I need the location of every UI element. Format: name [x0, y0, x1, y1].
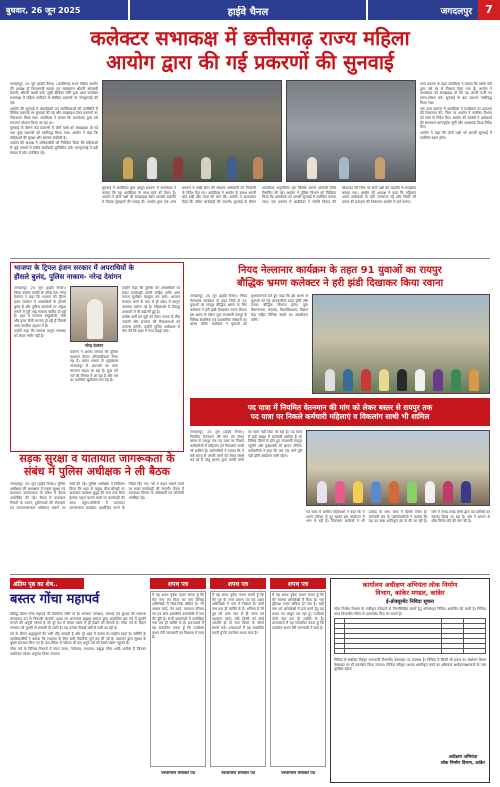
- tender-office-line1: कार्यालय अधीक्षण अभियंता लोक निर्माण: [362, 581, 458, 589]
- continued-label: अंतिम पृष्ठ का शेष..: [10, 578, 84, 589]
- affidavit-1: मैं यह शपथ पूर्वक कथन करता हूँ कि मेरा नाम एवं पिता का नाम विभिन्न अभिलेखों में भिन्न-भिन्न अंकित है। मेरे आधार कार्ड, पेन कार्ड, मतदाता परिचय पत्र एवं अन्य शासकीय दस्तावेजों में नाम की त्रुटि है। सभी दस्तावेजों में उल्लेखित नाम एक ही व्यक्ति के हैं। शपथकर्ता मैं यह सत्यापित करता हूँ कि उपरोक्त कथन मेरी जानकारी एवं विश्वास में सत्य है।: [150, 591, 206, 767]
- tender-intro: लोक निर्माण विभाग के पंजीकृत ठेकेदारों से निम्नलिखित कार्यों हेतु ऑनलाइन निविदा आमंत्रित की जाती है। निविदा प्रपत्र विभागीय पोर्टल से डाउनलोड किए जा सकते हैं।: [334, 607, 486, 616]
- story4-headline: [10, 452, 184, 478]
- lead-headline-line2: आयोग द्वारा की गई प्रकरणों की सुनवाई: [106, 50, 394, 74]
- page-header: [0, 0, 500, 20]
- story3-headline: [190, 264, 490, 290]
- affidavit-1-title: शपथ पत्र: [150, 578, 206, 589]
- lead-headline: [10, 26, 490, 74]
- story5-body-left: जगदलपुर, 25 जून (हाईवे चैनल)। नियमित वेतनमान की मांग को लेकर बस्तर से रायपुर तक पद यात्रा पर निकले कर्मचारियों में महिलाएं एवं विकलांग साथी भी शामिल हैं। कर्मचारियों ने बताया कि वे लंबे समय से अपनी मांगों को लेकर संघर्ष कर रहे हैं परंतु शासन द्वारा उनकी मांगों पर ध्यान नहीं दिया जा रहा है। पद यात्रा में बड़ी संख्या में कर्मचारी शामिल हैं जो विभिन्न जिलों से होते हुए राजधानी रायपुर पहुंचेंगे और मुख्यमंत्री को ज्ञापन सौंपेंगे। कर्मचारियों ने कहा कि जब तक मांगें पूरी नहीं होंगी आंदोलन जारी रहेगा।: [190, 430, 302, 463]
- tender-table: [334, 618, 486, 654]
- tender-terms: निविदा से संबंधित विस्तृत जानकारी विभागीय वेबसाइट पर उपलब्ध है। निविदा में किसी भी प्रकार का संशोधन केवल वेबसाइट पर ही प्रकाशित किया जाएगा। निविदा स्वीकृत अथवा अस्वीकृत करने का अधिकार अधोहस्ताक्षरकर्ता के पास सुरक्षित रहेगा।: [334, 658, 486, 672]
- tender-notice: [330, 578, 490, 783]
- story5-headline-line1: पद यात्रा में नियमित वेतनमान की मांग को लेकर बस्तर से रायपुर तक: [247, 403, 433, 412]
- lead-column-1: जगदलपुर, 25 जून (हाईवे चैनल) । छत्तीसगढ़ राज्य महिला आयोग की अध्यक्ष डॉ किरणमयी नायक एवं सदस्यगण श्रीमती ओजस्वी मंडावी, श्रीमती लक्ष्मी वर्मा, सुश्री दीपिका सोरी द्वारा आज कलेक्टर सभाकक्ष में महिला उत्पीड़न से संबंधित प्रकरणों पर जनसुनवाई की गई। आयोग की सुनवाई में अनावेदकों एवं आवेदिकाओं की उपस्थिति में विभिन्न प्रकरणों पर सुनवाई की गई और समझाइश देकर प्रकरणों का निराकरण किया गया। आवेदिका ने बताया कि अनावेदक द्वारा उसे लगातार परेशान किया जा रहा था। सुनवाई के दौरान कई प्रकरणों में दोनों पक्षों को समझाइश दी गई तथा कुछ प्रकरणों को नस्तीबद्ध किया गया। आयोग ने कहा कि महिलाओं की सुरक्षा और सम्मान सर्वोपरि है। आयोग की अध्यक्ष ने अधिकारियों को निर्देशित किया कि महिलाओं से जुड़े मामलों में त्वरित कार्यवाही सुनिश्चित करें। जनसुनवाई में बड़ी संख्या में लोग उपस्थित रहे।: [10, 82, 98, 155]
- lead-column-5: अन्य प्रकरण के तहत आवेदिका ने बताया कि उसके पति द्वारा उसे घर से निकाल दिया गया है। आयोग ने अनावेदक को समझाइश दी कि वह अपनी पत्नी का भरण-पोषण करे। सुनवाई के बाद प्रकरण नस्तीबद्ध किया गया। एक अन्य प्रकरण में आवेदिका ने कार्यस्थल पर प्रताड़ना की शिकायत की, जिस पर आयोग ने संबंधित विभाग को जांच के निर्देश दिए। आयोग की सदस्यों ने आवेदकों की समस्याएं ध्यानपूर्वक सुनीं और आवश्यक दिशा-निर्देश दिए। आयोग ने कहा कि दोनों पक्षों को अगली सुनवाई में उपस्थित रहना होगा।: [420, 82, 492, 140]
- affidavit-3-title: शपथ पत्र: [270, 578, 326, 589]
- lead-dateline: जगदलपुर, 25 जून (हाईवे चैनल) । छत्तीसगढ़ राज्य महिला आयोग की अध्यक्ष डॉ किरणमयी नायक एवं सदस्यगण श्रीमती ओजस्वी मंडावी, श्रीमती लक्ष्मी वर्मा, सुश्री दीपिका सोरी द्वारा आज कलेक्टर सभाकक्ष में महिला उत्पीड़न से संबंधित प्रकरणों पर जनसुनवाई की गई।: [10, 82, 98, 105]
- affidavit-2-footer: नवजागरण समाचार पत्र: [221, 770, 255, 775]
- tender-office: [331, 579, 489, 597]
- story5-headline: [190, 398, 490, 426]
- affidavit-2-title: शपथ पत्र: [210, 578, 266, 589]
- masthead: हाईवे चैनल: [128, 0, 368, 20]
- affidavit-3: मैं यह शपथ पूर्वक कथन करता हूँ कि मेरे राजस्व अभिलेखों में पिता का नाम त्रुटिवश गलत अंकित हो गया है। सही नाम को अभिलेखों में दर्ज करने हेतु यह शपथ पत्र प्रस्तुत कर रहा हूँ। उपरोक्त दोनों नाम एक ही व्यक्ति के हैं। शपथकर्ता मैं यह सत्यापित करता हूँ कि उपरोक्त कथन मेरी जानकारी में सत्य है।: [270, 591, 326, 767]
- story3-photo: [312, 294, 490, 394]
- issue-date: बुधवार, 26 जून 2025: [0, 0, 128, 20]
- story5-body-right: पद यात्रा में शामिल महिलाओं ने कहा कि वे अपने परिवार से दूर रहकर इस आंदोलन में भाग ले रही हैं। विकलांग साथियों ने भी उत्साह के साथ यात्रा में हिस्सा लिया है। कर्मचारी संघ के पदाधिकारियों ने बताया कि यह पद यात्रा शांतिपूर्ण ढंग से की जा रही है। मार्ग में जगह-जगह लोगों द्वारा पद यात्रियों का स्वागत किया जा रहा है। संघ ने शासन से शीघ्र निर्णय लेने की मांग की है।: [306, 510, 490, 524]
- story2-column-2: देवांगन ने आरोप लगाया कि पुलिस प्रशासन केवल औपचारिकता निभा रहा है। बस्तर संभाग के मुख्यालय जगदलपुर में अपराधों का ग्राफ लगातार बढ़ता जा रहा है। युवा वर्ग नशे की गिरफ्त में आ रहा है और नशे का कारोबार खुलेआम चल रहा है।: [70, 350, 118, 383]
- tender-signatory-line1: अधीक्षण अभियंता: [448, 755, 478, 760]
- tender-signatory: [441, 754, 485, 766]
- story5-photo: [306, 430, 490, 506]
- edition-city: जगदलपुर: [368, 0, 478, 20]
- tender-signatory-line2: लोक निर्माण विभाग, कांकेर: [440, 761, 485, 766]
- story3-headline-line2: बौद्धिक भ्रमण कलेक्टर ने हरी झंडी दिखाकर किया रवाना: [236, 278, 444, 289]
- story2-column-1: जगदलपुर, 25 जून (हाईवे चैनल)। जिला कांग्रेस कमेटी के वरिष्ठ नेता नरेन्द्र देवांगन ने कहा कि भाजपा की ट्रिपल इंजन सरकार में अपराधियों के हौसले बुलंद हैं और पुलिस अपराधों पर अंकुश लगाने में पूरी तरह नाकाम साबित हो रही है। शहर में लगातार चाकूबाजी, चोरी और हत्या जैसी घटनाएं हो रही हैं जिससे आम नागरिक दहशत में हैं। उन्होंने कहा कि सरकार कानून व्यवस्था को लेकर गंभीर नहीं है।: [14, 286, 66, 339]
- story2-column-3: उन्होंने कहा कि पुलिस को अपराधियों पर सख्त कार्यवाही करनी चाहिए ताकि आम जनता सुरक्षित महसूस कर सके। भाजपा सरकार बनने के बाद से ही प्रदेश में कानून व्यवस्था चरमरा गई है। महिलाओं के विरुद्ध अपराधों में भी बढ़ोतरी हुई है। कांग्रेस पार्टी इन मुद्दों को लेकर जनता के बीच जाएगी और सरकार की विफलताओं को उजागर करेगी। उन्होंने पुलिस अधीक्षक से मांग की कि शहर में गश्त बढ़ाई जाए।: [122, 286, 180, 334]
- affidavit-2: मैं यह शपथ पूर्वक कथन करती हूँ कि मेरे पुत्र के जन्म प्रमाण पत्र एवं शाला अभिलेखों में नाम में भिन्नता है। दोनों नाम एक ही व्यक्ति के हैं। भविष्य में मेरे पुत्र को उक्त नाम से ही जाना एवं पहचाना जावे। यदि किसी को कोई आपत्ति हो तो सात दिवस के भीतर संपर्क करें। शपथकर्ता मैं यह सत्यापित करती हूँ कि उपरोक्त कथन सत्य है।: [210, 591, 266, 767]
- page-number: 7: [478, 0, 500, 20]
- story4-headline-line1: सड़क सुरक्षा व यातायात जागरूकता के: [19, 452, 175, 465]
- story6-body: प्रसिद्ध बस्तर गोंचा महापर्व की तैयारियां जोरों पर हैं। भगवान जगन्नाथ, बलभद्र एवं सुभद्रा की रथयात्रा परंपरागत ढंग से निकाली जाएगी। 360 घर आरण्यक ब्राह्मण समाज द्वारा आयोजित इस पर्व में तुपकी चलाने की अनूठी परंपरा है जो पूरे देश में केवल बस्तर में ही देखने को मिलती है। गोंचा पर्व के दौरान भगवान को तुपकी से सलामी दी जाती है। यह परंपरा सैकड़ों वर्षों से चली आ रही है। पर्व के दौरान श्रद्धालुओं की भारी भीड़ उमड़ती है और पूरे शहर में उत्सव का माहौल रहता है। समिति के पदाधिकारियों ने बताया कि रथयात्रा के लिए सभी तैयारियां पूर्ण कर ली गई हैं। प्रशासन द्वारा सुरक्षा के पुख्ता इंतजाम किए गए हैं। देश-विदेश से पर्यटक भी इस अनूठे पर्व को देखने बस्तर पहुंचते हैं। गोंचा पर्व के विभिन्न विधानों में चंदन जात्रा, नेत्रोत्सव, रथयात्रा, बाहुड़ा गोंचा आदि शामिल हैं जिनका आयोजन परंपरा अनुसार किया जाएगा।: [10, 612, 146, 656]
- story6-headline: बस्तर गोंचा महापर्व: [10, 592, 100, 607]
- story5-headline-line2: पद यात्रा पर निकले कर्मचारी महिलाएं व विकलांग साथी भी शामिल: [250, 412, 430, 421]
- story4-body: जगदलपुर, 25 जून (हाईवे चैनल)। पुलिस अधीक्षक की अध्यक्षता में सड़क सुरक्षा एवं यातायात जागरूकता के संबंध में बैठक आयोजित की गई। बैठक में यातायात नियमों के पालन, दुर्घटनाओं की रोकथाम एवं जनजागरूकता अभियान चलाने पर चर्चा की गई। पुलिस अधीक्षक ने निर्देशित किया कि शहर के प्रमुख चौक-चौराहों पर यातायात व्यवस्था सुदृढ़ की जाए तथा बिना हेलमेट वाहन चलाने वालों पर कार्यवाही की जाए। स्कूल-कॉलेजों में यातायात जागरूकता कार्यक्रम आयोजित करने के निर्देश दिए गए। नशे में वाहन चलाने वालों पर सख्त कार्यवाही की जाएगी। बैठक में यातायात विभाग के अधिकारी एवं कर्मचारी उपस्थित रहे।: [10, 482, 184, 510]
- tender-office-line2: विभाग, कांकेर मण्डल, कांकेर: [375, 589, 445, 597]
- story4-headline-line2: संबंध में पुलिस अधीक्षक ने ली बैठक: [24, 465, 170, 478]
- lead-photo-2: [286, 80, 416, 182]
- story2-portrait: [70, 286, 118, 342]
- lead-photo: [102, 80, 282, 182]
- story2-headline: [14, 264, 180, 282]
- story2-headline-line1: भाजपा के ट्रिपल इंजन सरकार में अपराधियों के: [14, 264, 134, 272]
- story2-headline-line2: हौसले बुलंद, पुलिस नाकाम- नरेन्द्र देवांगन: [14, 273, 122, 281]
- lead-headline-line1: कलेक्टर सभाकक्ष में छत्तीसगढ़ राज्य महिला: [90, 26, 410, 50]
- story3-body: जगदलपुर, 25 जून (हाईवे चैनल)। नियद नेल्लानार कार्यक्रम के तहत जिले के 91 युवाओं का रायपुर बौद्धिक भ्रमण के लिए कलेक्टर ने हरी झंडी दिखाकर रवाना किया। इस भ्रमण के दौरान युवा राजधानी रायपुर के विभिन्न शैक्षणिक एवं प्रशासनिक संस्थानों का भ्रमण करेंगे। कलेक्टर ने युवाओं को शुभकामनाएं देते हुए कहा कि इस भ्रमण से युवाओं को नई जानकारियां प्राप्त होंगी और उनका बौद्धिक विकास होगा। युवा विधानसभा, मंत्रालय, विश्वविद्यालय, विज्ञान केंद्र सहित विभिन्न स्थलों का अवलोकन करेंगे।: [190, 294, 308, 327]
- affidavit-3-footer: नवजागरण समाचार पत्र: [281, 770, 315, 775]
- tender-title: ई-प्रोक्यूरमेंट निविदा सूचना: [385, 599, 434, 605]
- affidavit-1-footer: नवजागरण समाचार पत्र: [161, 770, 195, 775]
- story2-photo-caption: नरेन्द्र देवांगन: [84, 343, 104, 348]
- lead-body-text: सुनवाई में आवेदिका द्वारा प्रस्तुत प्रकरण में अनावेदक ने बताया कि वह आवेदिका के साथ रहने को तैयार है। आयोग ने दोनों पक्षों को समझाइश देकर आपसी सहमति से विवाद सुलझाने की सलाह दी। आयोग द्वारा एक अन्य प्रकरण में सखी सेंटर की संरक्षण अधिकारी को निगरानी के निर्देश दिए गए। आवेदिका ने आयोग के समक्ष अपनी बात रखी और न्याय की मांग की। आयोग ने आश्वासन दिया कि उचित कार्यवाही की जाएगी। सुनवाई के दौरान अनावेदक अनुपस्थित रहा जिसके कारण आगामी तिथि निर्धारित की गई। आयोग ने पुलिस विभाग को निर्देशित किया कि अनावेदक को अगली सुनवाई में उपस्थित कराया जाए। एक प्रकरण में आवेदिका ने संपत्ति विवाद की शिकायत की जिस पर दोनों पक्षों की सहमति से समझौता कराया गया। आयोग की अध्यक्ष ने कहा कि महिलाएं अपने अधिकारों के प्रति जागरूक रहें और किसी भी प्रकार की प्रताड़ना की शिकायत आयोग में दर्ज कराएं।: [102, 186, 416, 205]
- story3-headline-line1: नियद नेल्लानार कार्यक्रम के तहत 91 युवाओं का रायपुर: [238, 265, 442, 276]
